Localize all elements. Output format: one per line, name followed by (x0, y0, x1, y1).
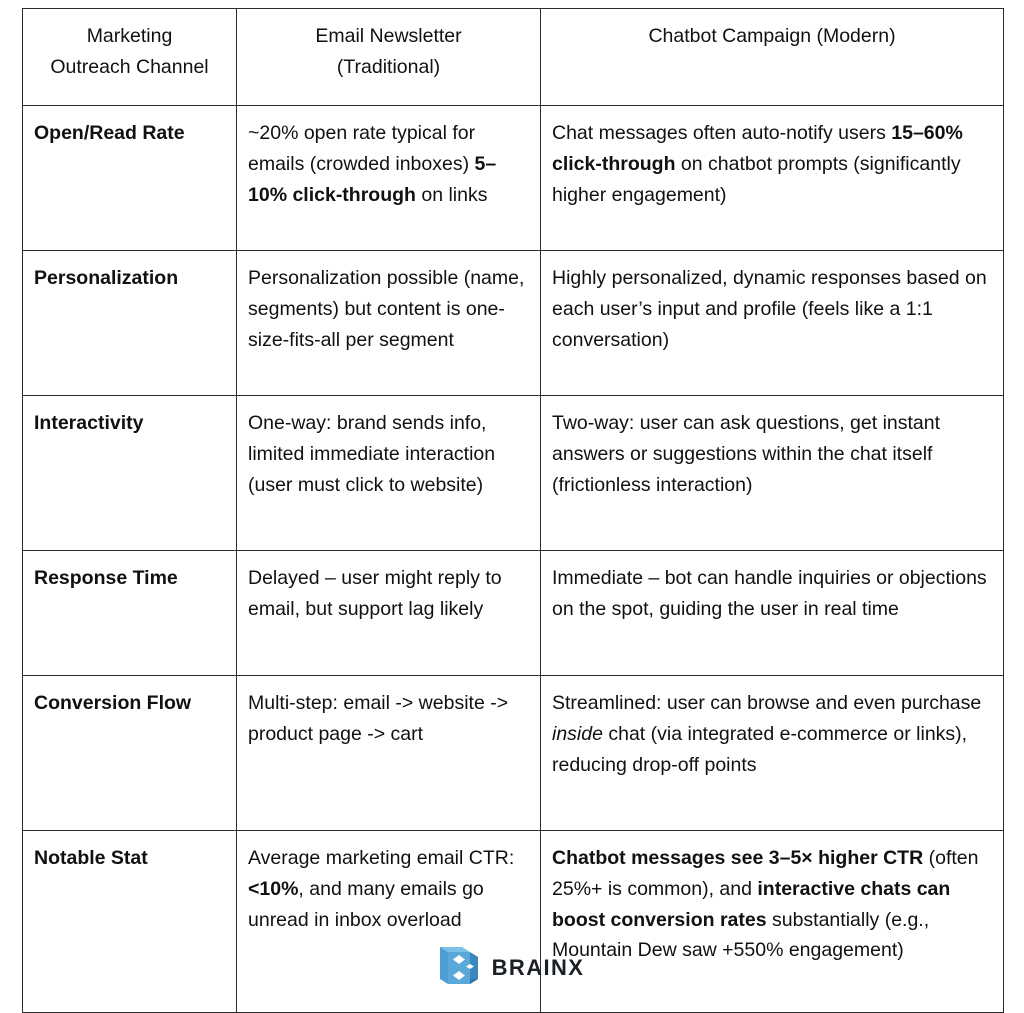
row-label-notable-stat: Notable Stat (23, 831, 237, 1013)
table-body (23, 106, 1004, 1013)
row-label-open-read-rate: Open/Read Rate (23, 106, 237, 251)
marketing-comparison-table (22, 8, 1004, 1013)
table-header (23, 9, 1004, 106)
table-container (22, 8, 1003, 1013)
table-header-row (23, 9, 1004, 106)
brand-wordmark: BRAINX (491, 955, 585, 980)
cell-chatbot-interactivity: Two-way: user can ask questions, get instant answers or suggestions within the chat itself (frictionless interaction) (541, 396, 1004, 551)
column-header-channel-line2: Outreach Channel (50, 55, 209, 78)
cell-email-personalization: Personalization possible (name, segments) but content is one-size-fits-all per segment (237, 251, 541, 396)
cell-email-response-time: Delayed – user might reply to email, but support lag likely (237, 551, 541, 676)
cell-email-open-read-rate: ~20% open rate typical for emails (crowded inboxes) 5–10% click-through on links (237, 106, 541, 251)
column-header-email (237, 9, 541, 106)
cell-chatbot-conversion-flow: Streamlined: user can browse and even purchase inside chat (via integrated e-commerce or links), reducing drop-off points (541, 676, 1004, 831)
table-row (23, 551, 1004, 676)
cell-chatbot-open-read-rate: Chat messages often auto-notify users 15–60% click-through on chatbot prompts (significantly higher engagement) (541, 106, 1004, 251)
column-header-chatbot (541, 9, 1004, 106)
column-header-channel-line1: Marketing (86, 25, 173, 47)
row-label-response-time: Response Time (23, 551, 237, 676)
row-label-conversion-flow: Conversion Flow (23, 676, 237, 831)
column-header-email-line2: (Traditional) (336, 55, 441, 78)
brainx-b-logo-icon (440, 946, 480, 990)
column-header-email-line1: Email Newsletter (315, 25, 462, 47)
row-label-interactivity: Interactivity (23, 396, 237, 551)
cell-email-interactivity: One-way: brand sends info, limited immediate interaction (user must click to website) (237, 396, 541, 551)
cell-email-conversion-flow: Multi-step: email -> website -> product page -> cart (237, 676, 541, 831)
cell-email-notable-stat: Average marketing email CTR: <10%, and many emails go unread in inbox overload (237, 831, 541, 1013)
column-header-chatbot-line1: Chatbot Campaign (Modern) (648, 25, 896, 47)
table-row (23, 396, 1004, 551)
cell-chatbot-notable-stat: Chatbot messages see 3–5× higher CTR (often 25%+ is common), and interactive chats can boost conversion rates substantially (e.g., Mountain Dew saw +550% engagement) (541, 831, 1004, 1013)
cell-chatbot-personalization: Highly personalized, dynamic responses based on each user’s input and profile (feels like a 1:1 conversation) (541, 251, 1004, 396)
row-label-personalization: Personalization (23, 251, 237, 396)
cell-chatbot-response-time: Immediate – bot can handle inquiries or objections on the spot, guiding the user in real time (541, 551, 1004, 676)
column-header-channel (23, 9, 237, 106)
table-row (23, 106, 1004, 251)
table-row (23, 676, 1004, 831)
footer-branding (0, 946, 1024, 990)
table-row (23, 251, 1004, 396)
